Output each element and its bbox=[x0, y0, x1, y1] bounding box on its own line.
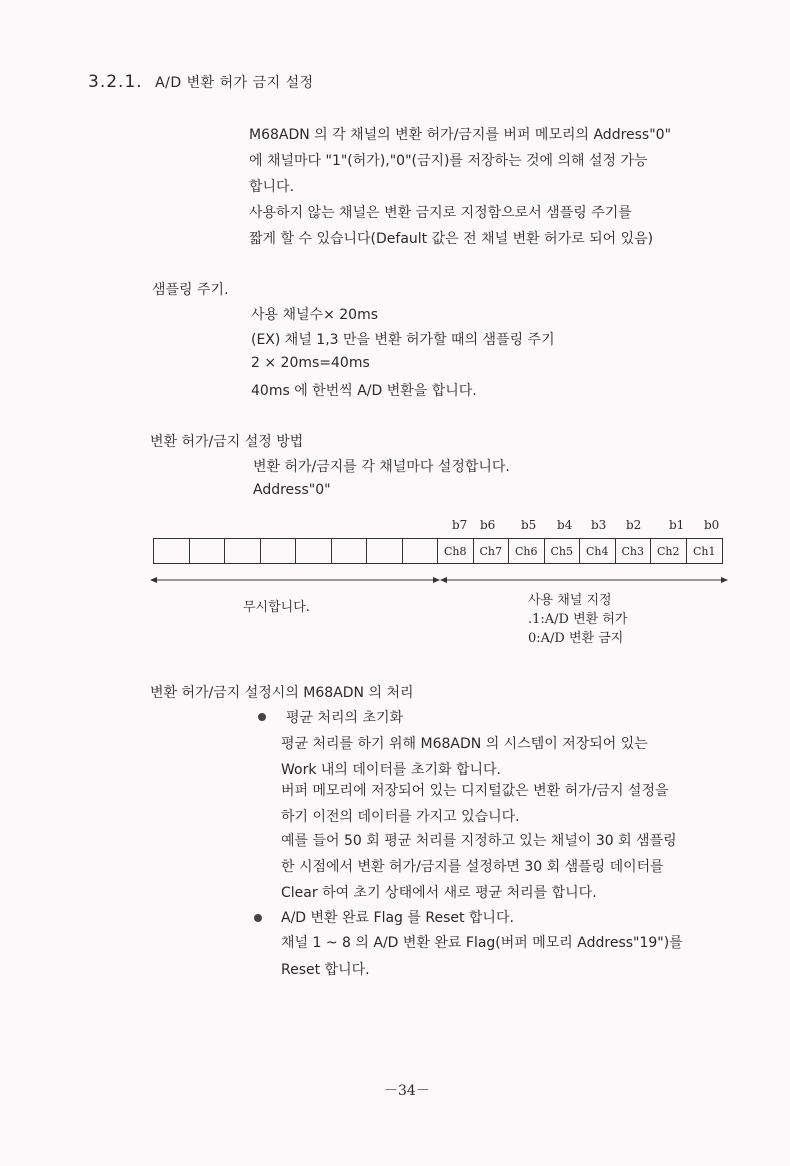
bullet-icon bbox=[254, 914, 262, 922]
bit-label: b6 bbox=[480, 518, 496, 532]
item-heading: 평균 처리의 초기화 bbox=[286, 710, 404, 726]
register-cell: Ch7 bbox=[474, 539, 510, 563]
intro-line: 사용하지 않는 채널은 변환 금지로 지정함으로서 샘플링 주기를 bbox=[249, 205, 632, 221]
intro-line: 에 채널마다 "1"(허가),"0"(금지)를 저장하는 것에 의해 설정 가능 bbox=[249, 153, 648, 169]
section-title: A/D 변환 허가 금지 설정 bbox=[155, 75, 314, 91]
item-line: Clear 하여 초기 상태에서 새로 평균 처리를 합니다. bbox=[281, 885, 597, 901]
register-diagram bbox=[153, 538, 723, 564]
channel-note: .1:A/D 변환 허가 bbox=[528, 612, 628, 627]
intro-line: 합니다. bbox=[249, 179, 295, 195]
channel-note: 사용 채널 지정 bbox=[528, 593, 612, 608]
register-cell: Ch6 bbox=[509, 539, 545, 563]
bit-label: b0 bbox=[704, 518, 720, 532]
item-line: 평균 처리를 하기 위해 M68ADN 의 시스템이 저장되어 있는 bbox=[281, 736, 648, 752]
bit-label: b7 bbox=[452, 518, 468, 532]
ignored-range-arrow bbox=[150, 577, 440, 583]
bullet-icon bbox=[258, 713, 266, 721]
item-line: 버퍼 메모리에 저장되어 있는 디지털값은 변환 허가/금지 설정을 bbox=[281, 783, 669, 799]
item-line: Reset 합니다. bbox=[281, 962, 370, 978]
register-cell bbox=[296, 539, 332, 563]
register-cell bbox=[261, 539, 297, 563]
bit-label: b3 bbox=[591, 518, 607, 532]
register-cell: Ch4 bbox=[580, 539, 616, 563]
section-number: 3.2.1. bbox=[88, 72, 143, 92]
range-arrows bbox=[150, 574, 732, 586]
item-line: 하기 이전의 데이터를 가지고 있습니다. bbox=[281, 809, 520, 825]
register-cell bbox=[225, 539, 261, 563]
register-cell: Ch1 bbox=[693, 544, 716, 558]
channel-note: 0:A/D 변환 금지 bbox=[528, 631, 624, 646]
intro-line: 짧게 할 수 있습니다(Default 값은 전 채널 변환 허가로 되어 있음) bbox=[249, 231, 654, 247]
page-number: －34－ bbox=[384, 1083, 430, 1099]
item-line: 예를 들어 50 회 평균 처리를 지정하고 있는 채널이 30 회 샘플링 bbox=[281, 833, 677, 849]
sampling-line: 사용 채널수× 20ms bbox=[251, 307, 378, 323]
register-cell bbox=[332, 539, 368, 563]
ignored-bits-label: 무시합니다. bbox=[243, 600, 310, 615]
bit-label: b2 bbox=[626, 518, 642, 532]
register-cell bbox=[154, 539, 190, 563]
bit-label: b5 bbox=[521, 518, 537, 532]
method-line: Address"0" bbox=[253, 482, 331, 498]
processing-title: 변환 허가/금지 설정시의 M68ADN 의 처리 bbox=[150, 685, 414, 701]
bit-label: b1 bbox=[669, 518, 685, 532]
item-line: Work 내의 데이터를 초기화 합니다. bbox=[281, 762, 501, 778]
intro-line: M68ADN 의 각 채널의 변환 허가/금지를 버퍼 메모리의 Address"0" bbox=[249, 127, 672, 143]
register-cell bbox=[367, 539, 403, 563]
bit-labels bbox=[440, 518, 728, 534]
register-cell: Ch3 bbox=[616, 539, 652, 563]
sampling-title: 샘플링 주기. bbox=[152, 282, 229, 298]
method-line: 변환 허가/금지를 각 채널마다 설정합니다. bbox=[253, 459, 510, 475]
register-cell: Ch2 bbox=[651, 539, 687, 563]
item-line: 한 시점에서 변환 허가/금지를 설정하면 30 회 샘플링 데이터를 bbox=[281, 859, 664, 875]
section-heading bbox=[88, 72, 314, 92]
register-cell: Ch5 bbox=[545, 539, 581, 563]
item-heading: A/D 변환 완료 Flag 를 Reset 합니다. bbox=[281, 910, 514, 926]
register-cell bbox=[403, 539, 439, 563]
sampling-line: (EX) 채널 1,3 만을 변환 허가할 때의 샘플링 주기 bbox=[251, 332, 555, 348]
register-cell bbox=[190, 539, 226, 563]
channel-range-arrow bbox=[440, 577, 728, 583]
bit-label: b4 bbox=[557, 518, 573, 532]
method-title: 변환 허가/금지 설정 방법 bbox=[150, 434, 304, 450]
sampling-line: 2 × 20ms=40ms bbox=[251, 355, 370, 371]
sampling-line: 40ms 에 한번씩 A/D 변환을 합니다. bbox=[251, 383, 477, 399]
register-cell: Ch8 bbox=[438, 539, 474, 563]
item-line: 채널 1 ~ 8 의 A/D 변환 완료 Flag(버퍼 메모리 Address"19")를 bbox=[281, 935, 683, 951]
